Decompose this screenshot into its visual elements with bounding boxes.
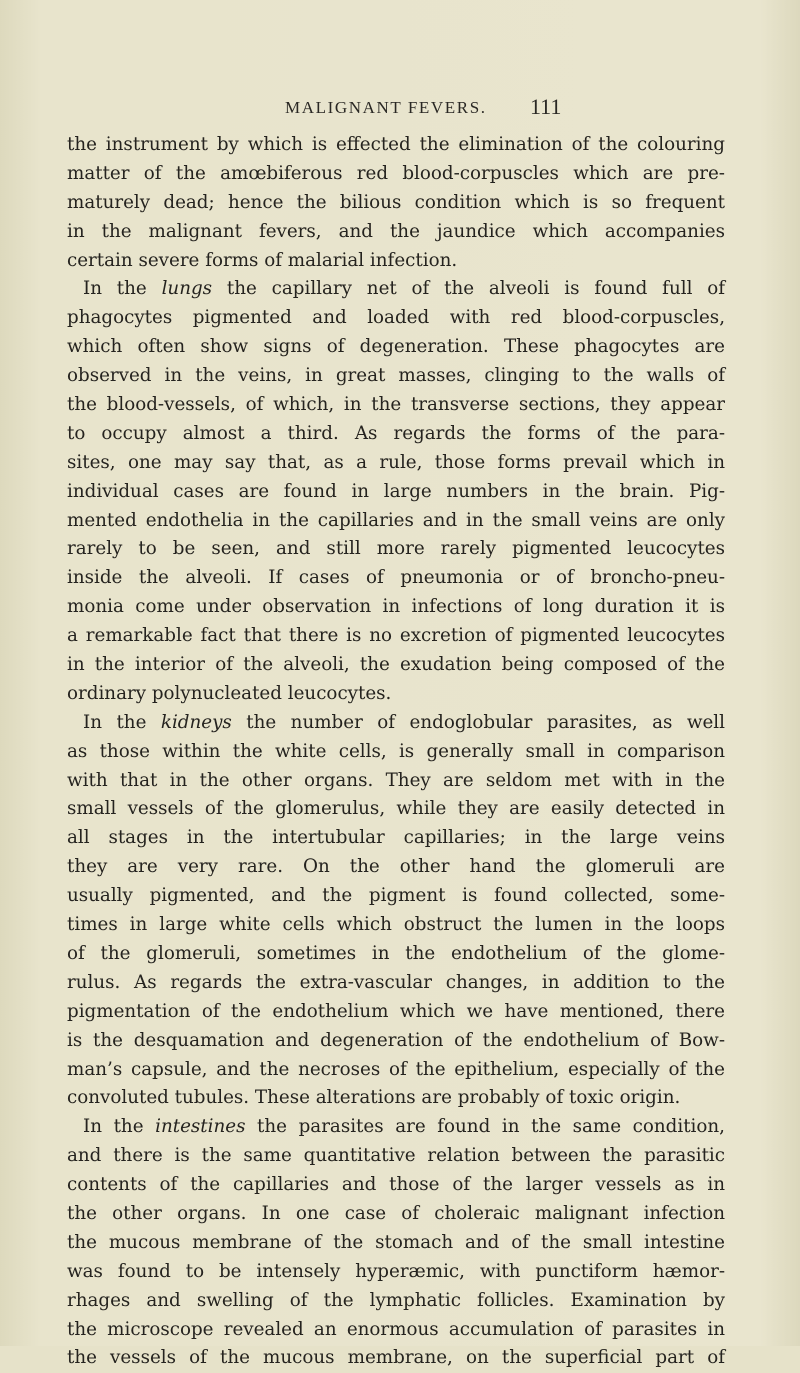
text-run: the number of endoglobular parasites, as well	[231, 711, 725, 733]
text-line	[67, 478, 725, 507]
text-run: phagocytes pigmented and loaded with red blood-corpuscles,	[67, 307, 725, 329]
text-run: times in large white cells which obstruct the lumen in the loops	[67, 914, 725, 936]
text-run: matter of the amœbiferous red blood-corpuscles which are pre-	[67, 162, 725, 184]
text-run: usually pigmented, and the pigment is found collected, some-	[67, 885, 725, 907]
text-run: a remarkable fact that there is no excretion of pigmented leucocytes	[67, 625, 725, 647]
text-line	[67, 218, 725, 247]
text-line	[67, 1229, 725, 1258]
text-line	[67, 1056, 725, 1085]
text-run: the microscope revealed an enormous accumulation of parasites in	[67, 1318, 725, 1340]
text-line	[67, 391, 725, 420]
text-run: convoluted tubules. These alterations are probably of toxic origin.	[67, 1087, 681, 1109]
text-line	[67, 1171, 725, 1200]
text-run: observed in the veins, in great masses, clinging to the walls of	[67, 365, 725, 387]
text-line	[67, 507, 725, 536]
text-line	[67, 1113, 725, 1142]
text-line	[67, 709, 725, 738]
text-run: the parasites are found in the same condition,	[245, 1116, 725, 1138]
body-text	[67, 131, 725, 1373]
text-line	[67, 824, 725, 853]
text-run: and there is the same quantitative relation between the parasitic	[67, 1145, 725, 1167]
text-line	[67, 622, 725, 651]
text-line	[67, 247, 725, 276]
text-line	[67, 1142, 725, 1171]
text-line	[67, 1316, 725, 1345]
text-run: of the glomeruli, sometimes in the endothelium of the glome-	[67, 942, 725, 964]
text-line	[67, 449, 725, 478]
text-run: In the	[83, 278, 162, 300]
text-run: the mucous membrane of the stomach and of the small intestine	[67, 1231, 725, 1253]
text-run: they are very rare. On the other hand the glomeruli are	[67, 856, 725, 878]
text-line	[67, 275, 725, 304]
text-line	[67, 1027, 725, 1056]
text-line	[67, 1258, 725, 1287]
text-line	[67, 882, 725, 911]
text-run: monia come under observation in infections of long duration it is	[67, 596, 725, 618]
running-title: MALIGNANT FEVERS.	[285, 98, 487, 117]
text-run: sites, one may say that, as a rule, those forms prevail which in	[67, 451, 725, 473]
text-run: maturely dead; hence the bilious condition which is so frequent	[67, 191, 725, 213]
text-run: is the desquamation and degeneration of the endothelium of Bow-	[67, 1029, 725, 1051]
text-line	[67, 564, 725, 593]
text-line	[67, 767, 725, 796]
text-line	[67, 795, 725, 824]
text-line	[67, 160, 725, 189]
text-run: rhages and swelling of the lymphatic follicles. Examination by	[67, 1289, 725, 1311]
emphasized-term: kidneys	[160, 711, 232, 733]
emphasized-term: intestines	[155, 1116, 246, 1138]
text-run: the instrument by which is effected the elimination of the colouring	[67, 134, 725, 155]
text-run: the blood-vessels, of which, in the transverse sections, they appear	[67, 394, 725, 416]
text-line	[67, 998, 725, 1027]
text-run: individual cases are found in large numbers in the brain. Pig-	[67, 480, 725, 502]
text-run: in the malignant fevers, and the jaundice which accompanies	[67, 220, 725, 242]
emphasized-term: lungs	[161, 278, 213, 300]
text-line	[67, 189, 725, 218]
text-run: as those within the white cells, is generally small in comparison	[67, 740, 725, 762]
running-head	[0, 92, 800, 122]
text-run: man’s capsule, and the necroses of the epithelium, especially of the	[67, 1058, 725, 1080]
text-run: In the	[83, 1116, 156, 1138]
text-run: rulus. As regards the extra-vascular changes, in addition to the	[67, 971, 725, 993]
text-line	[67, 535, 725, 564]
text-run: contents of the capillaries and those of the larger vessels as in	[67, 1174, 725, 1196]
text-run: ordinary polynucleated leucocytes.	[67, 682, 392, 704]
text-line	[67, 651, 725, 680]
text-line	[67, 1200, 725, 1229]
text-line	[67, 738, 725, 767]
text-line	[67, 333, 725, 362]
text-line	[67, 680, 725, 709]
text-line	[67, 853, 725, 882]
text-run: which often show signs of degeneration. These phagocytes are	[67, 336, 725, 358]
text-run: pigmentation of the endothelium which we have mentioned, there	[67, 1000, 725, 1022]
text-line	[67, 1344, 725, 1373]
text-line	[67, 911, 725, 940]
text-run: all stages in the intertubular capillaries; in the large veins	[67, 827, 725, 849]
text-line	[67, 131, 725, 160]
text-line	[67, 969, 725, 998]
text-run: was found to be intensely hyperæmic, with punctiform hæmor-	[67, 1260, 725, 1282]
text-run: the vessels of the mucous membrane, on the superficial part of	[67, 1347, 725, 1369]
text-line	[67, 593, 725, 622]
text-run: certain severe forms of malarial infection.	[67, 249, 458, 271]
text-run: mented endothelia in the capillaries and in the small veins are only	[67, 509, 725, 531]
text-run: the other organs. In one case of choleraic malignant infection	[67, 1202, 725, 1224]
page-number: 111	[530, 94, 562, 119]
text-run: In the	[83, 711, 161, 733]
text-run: with that in the other organs. They are seldom met with in the	[67, 769, 725, 791]
text-line	[67, 1287, 725, 1316]
text-run: to occupy almost a third. As regards the forms of the para-	[67, 422, 725, 444]
text-line	[67, 420, 725, 449]
text-line	[67, 1084, 725, 1113]
text-run: the capillary net of the alveoli is found full of	[212, 278, 725, 300]
text-line	[67, 362, 725, 391]
text-run: in the interior of the alveoli, the exudation being composed of the	[67, 654, 725, 676]
text-line	[67, 304, 725, 333]
text-run: small vessels of the glomerulus, while they are easily detected in	[67, 798, 725, 820]
text-run: rarely to be seen, and still more rarely pigmented leucocytes	[67, 538, 725, 560]
text-run: inside the alveoli. If cases of pneumonia or of broncho-pneu-	[67, 567, 725, 589]
text-line	[67, 940, 725, 969]
